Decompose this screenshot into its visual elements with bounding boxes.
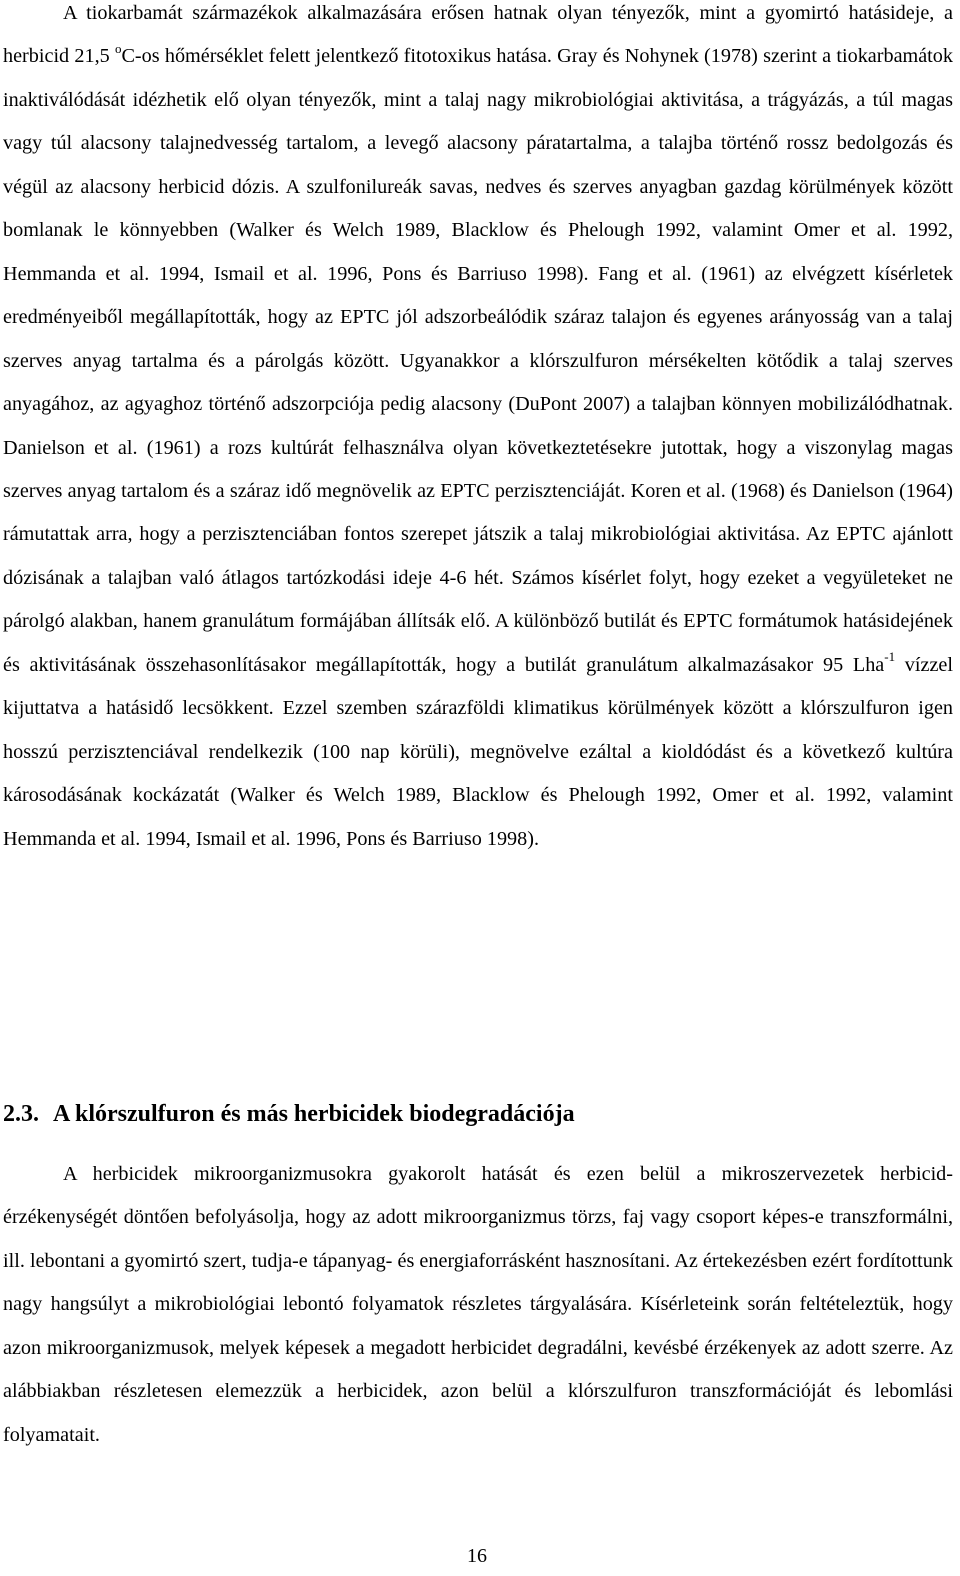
section-number: 2.3. <box>3 1101 39 1127</box>
body-paragraph-2: A herbicidek mikroorganizmusokra gyakorolt hatását és ezen belül a mikroszervezetek herbicid-érzékenységét döntően befolyásolja, hogy az adott mikroorganizmus törzs, faj vagy csoport képes-e transzformálni, ill. lebontani a gyomirtó szert, tudja-e tápanyag- és energiaforrásként hasznosítani. Az értekezésben ezért fordítottunk nagy hangsúlyt a mikrobiológiai lebontó folyamatok részletes tárgyalására. Kísérleteink során feltételeztük, hogy azon mikroorganizmusok, melyek képesek a megadott herbicidet degradálni, kevésbé érzékenyek az adott szerre. Az alábbiakban részletesen elemezzük a herbicidek, azon belül a klórszulfuron transzformációját és lebomlási folyamatait. <box>3 1163 953 1446</box>
paragraph-1-text-a: A tiokarbamát származékok alkalmazására erősen hatnak olyan tényezők, mint a gyomirtó hatásideje, a herbicid 21,5 <box>3 2 953 68</box>
section-heading <box>3 1092 575 1136</box>
paragraph-1-text-b: C-os hőmérséklet felett jelentkező fitotoxikus hatása. Gray és Nohynek (1978) szerint a tiokarbamátok inaktiválódását idézhetik elő olyan tényezők, mint a talaj nagy mikrobiológiai aktivitása, a trágyázás, a túl magas vagy túl alacsony talajnedvesség tartalom, a levegő alacsony páratartalma, a talajba történő rossz bedolgozás és végül az alacsony herbicid dózis. A szulfonilureák savas, nedves és szerves anyagban gazdag körülmények között bomlanak le könnyebben (Walker és Welch 1989, Blacklow és Phelough 1992, valamint Omer et al. 1992, Hemmanda et al. 1994, Ismail et al. 1996, Pons és Barriuso 1998). Fang et al. (1961) az elvégzett kísérletek eredményeiből megállapították, hogy az EPTC jól adszorbeálódik száraz talajon és egyenes arányosság van a talaj szerves anyag tartalma és a párolgás között. Ugyanakkor a klórszulfuron mérsékelten kötődik a talaj szerves anyagához, az agyaghoz történő adszorpciója pedig alacsony (DuPont 2007) a talajban könnyen mobilizálódhatnak. Danielson et al. (1961) a rozs kultúrát felhasználva olyan következtetésekre jutottak, hogy a viszonylag magas szerves anyag tartalom és a száraz idő megnövelik az EPTC perzisztenciáját. Koren et al. (1968) és Danielson (1964) rámutattak arra, hogy a perzisztenciában fontos szerepet játszik a talaj mikrobiológiai aktivitása. Az EPTC ajánlott dózisának a talajban való átlagos tartózkodási ideje 4-6 hét. Számos kísérlet folyt, hogy ezeket a vegyületeket ne párolgó alakban, hanem granulátum formájában állítsák elő. A különböző butilát és EPTC formátumok hatásidejének és aktivitásának összehasonlításakor megállapították, hogy a butilát granulátum alkalmazásakor 95 Lha <box>3 45 953 676</box>
page-number: 16 <box>467 1545 487 1567</box>
unit-superscript: -1 <box>884 649 896 665</box>
degree-superscript: o <box>114 40 122 56</box>
body-paragraph-1 <box>3 0 953 861</box>
section-title: A klórszulfuron és más herbicidek biodegradációja <box>53 1101 575 1127</box>
paragraph-1-text-c: vízzel kijuttatva a hatásidő lecsökkent. Ezzel szemben szárazföldi klimatikus körülmények között a klórszulfuron igen hosszú perzisztenciával rendelkezik (100 nap körüli), megnövelve ezáltal a kioldódást és a következő kultúra károsodásának kockázatát (Walker és Welch 1989, Blacklow és Phelough 1992, Omer et al. 1992, valamint Hemmanda et al. 1994, Ismail et al. 1996, Pons és Barriuso 1998). <box>3 653 953 850</box>
